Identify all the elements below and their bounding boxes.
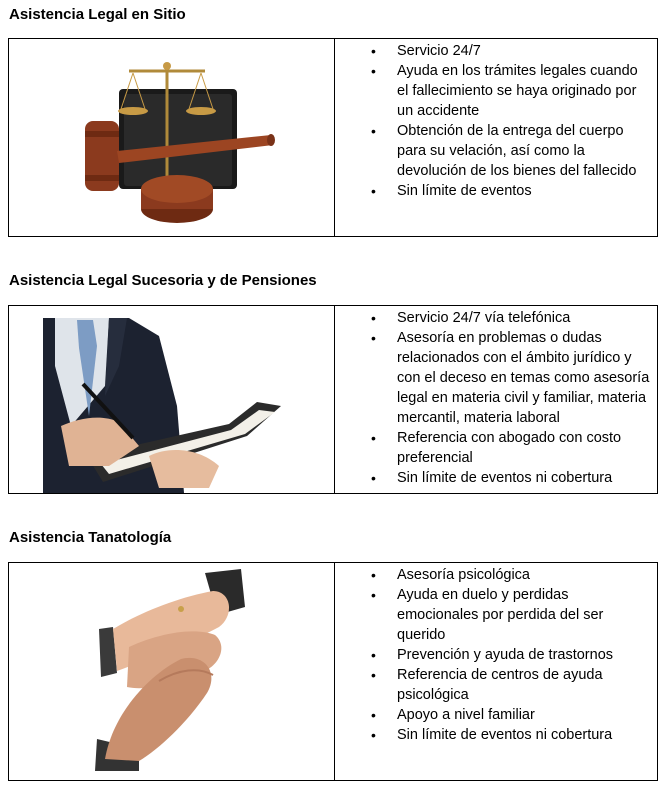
list-item: • Prevención y ayuda de trastornos <box>397 645 651 665</box>
list-item: • Sin límite de eventos ni cobertura <box>397 725 651 745</box>
section-list-legal-sitio <box>335 39 657 236</box>
section-box-legal-sucesoria <box>8 305 658 494</box>
list-item: • Referencia con abogado con costo preferencial <box>397 428 651 468</box>
section-title-legal-sitio: Asistencia Legal en Sitio <box>9 6 186 23</box>
gavel-scales-image <box>9 39 335 236</box>
list-item: • Servicio 24/7 <box>397 41 651 61</box>
section-list-legal-sucesoria <box>335 306 657 493</box>
list-item: • Servicio 24/7 vía telefónica <box>397 308 651 328</box>
section-list-tanatologia <box>335 563 657 780</box>
holding-hands-icon <box>9 563 334 780</box>
list-item: • Referencia de centros de ayuda psicológica <box>397 665 651 705</box>
holding-hands-image <box>9 563 335 780</box>
list-item: • Ayuda en los trámites legales cuando el fallecimiento se haya originado por un accidente <box>397 61 651 121</box>
list-item: • Ayuda en duelo y perdidas emocionales por perdida del ser querido <box>397 585 651 645</box>
section-title-legal-sucesoria: Asistencia Legal Sucesoria y de Pensiones <box>9 272 317 289</box>
list-item: • Obtención de la entrega del cuerpo para su velación, así como la devolución de los bienes del fallecido <box>397 121 651 181</box>
businessman-writing-icon <box>9 306 334 493</box>
list-item: • Asesoría psicológica <box>397 565 651 585</box>
list-item: • Asesoría en problemas o dudas relacionados con el ámbito jurídico y con el deceso en temas como asesoría legal en materia civil y familiar, materia mercantil, materia laboral <box>397 328 651 428</box>
list-item: • Sin límite de eventos <box>397 181 651 201</box>
section-title-tanatologia: Asistencia Tanatología <box>9 529 172 546</box>
section-box-legal-sitio <box>8 38 658 237</box>
section-box-tanatologia <box>8 562 658 781</box>
list-item: • Apoyo a nivel familiar <box>397 705 651 725</box>
gavel-scales-icon <box>9 39 334 236</box>
list-item: • Sin límite de eventos ni cobertura <box>397 468 651 488</box>
businessman-notebook-image <box>9 306 335 493</box>
